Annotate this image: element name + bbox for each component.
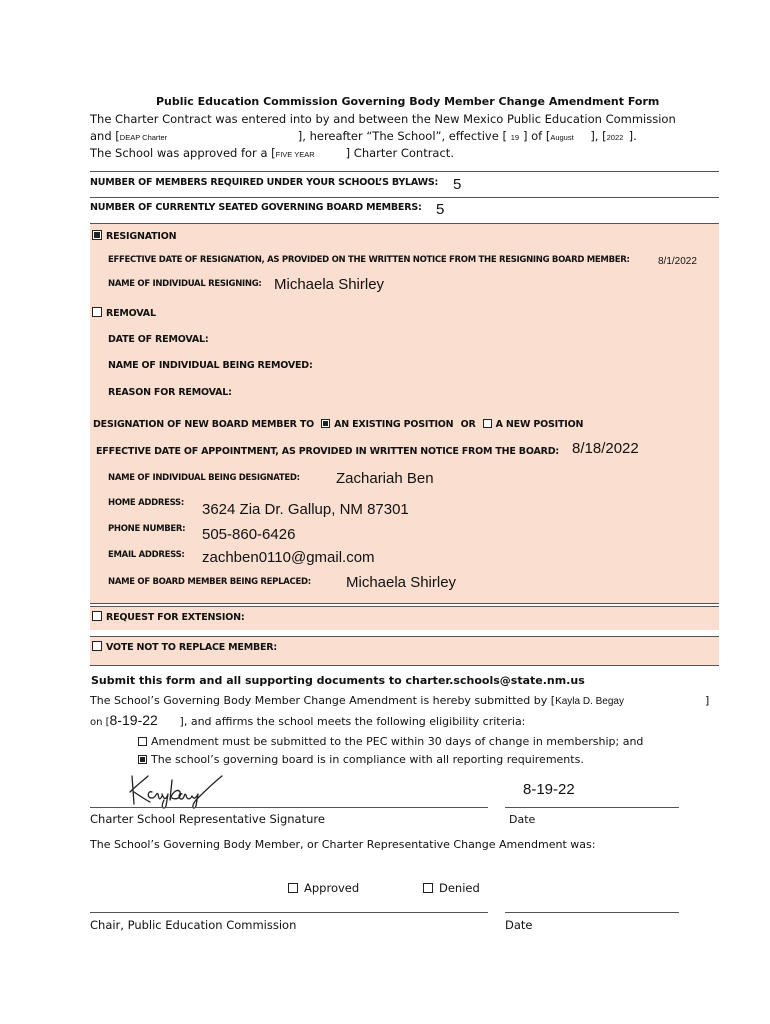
submit-date-field[interactable]: 8-19-22 <box>109 712 158 728</box>
resignation-date-value[interactable]: 8/1/2022 <box>658 256 697 267</box>
submitter-field[interactable]: Kayla D. Begay <box>555 696 624 707</box>
divider <box>90 603 719 604</box>
sign-date-value[interactable]: 8-19-22 <box>523 781 575 798</box>
appointment-date-value[interactable]: 8/18/2022 <box>572 440 639 457</box>
approved-prefix: The School was approved for a [ <box>90 146 276 160</box>
email-label: EMAIL ADDRESS: <box>108 550 185 560</box>
submit-line-1 <box>90 694 695 707</box>
removal-option[interactable] <box>92 307 156 319</box>
extension-label: REQUEST FOR EXTENSION: <box>106 612 245 623</box>
on-text: on [ <box>90 717 110 728</box>
divider <box>90 197 719 198</box>
home-address-label: HOME ADDRESS: <box>108 498 184 508</box>
seated-members-label: NUMBER OF CURRENTLY SEATED GOVERNING BOARD MEMBERS: <box>90 202 422 213</box>
criteria-1-label: Amendment must be submitted to the PEC within 30 days of change in membership; and <box>151 735 644 748</box>
date-label: Date <box>509 813 536 826</box>
criteria-1 <box>138 735 643 748</box>
form-title: Public Education Commission Governing Body Member Change Amendment Form <box>156 95 660 108</box>
existing-position-label: AN EXISTING POSITION <box>334 419 454 430</box>
criteria-2-checkbox[interactable] <box>138 755 147 764</box>
school-name-field[interactable]: DEAP Charter <box>119 133 168 142</box>
submit-line1-prefix: The School’s Governing Body Member Change Amendment is hereby submitted by [ <box>90 694 556 707</box>
new-position-label: A NEW POSITION <box>495 419 584 430</box>
new-position-checkbox[interactable] <box>483 419 492 428</box>
criteria-2-label: The school’s governing board is in compliance with all reporting requirements. <box>151 753 584 766</box>
removal-name-label: NAME OF INDIVIDUAL BEING REMOVED: <box>108 360 313 371</box>
vote-option[interactable] <box>92 641 277 653</box>
designation-prefix: DESIGNATION OF NEW BOARD MEMBER TO <box>93 419 314 430</box>
signature-line <box>90 807 488 808</box>
date-line <box>505 807 679 808</box>
designated-name-label: NAME OF INDIVIDUAL BEING DESIGNATED: <box>108 473 300 483</box>
replaced-value[interactable]: Michaela Shirley <box>346 574 457 591</box>
intro-line-1: The Charter Contract was entered into by and between the New Mexico Public Education Commission <box>90 112 676 126</box>
signature-label: Charter School Representative Signature <box>90 812 325 826</box>
approved-option[interactable] <box>288 881 359 895</box>
seated-members-value[interactable]: 5 <box>436 201 445 218</box>
resignation-label: RESIGNATION <box>106 231 177 242</box>
divider <box>90 606 719 607</box>
status-line: The School’s Governing Body Member, or Charter Representative Change Amendment was: <box>90 838 596 851</box>
email-value[interactable]: zachben0110@gmail.com <box>202 549 375 566</box>
removal-reason-label: REASON FOR REMOVAL: <box>108 387 232 398</box>
criteria-1-checkbox[interactable] <box>138 737 147 746</box>
submit-line1-end: ] <box>705 694 710 707</box>
removal-date-label: DATE OF REMOVAL: <box>108 334 209 345</box>
designation-row <box>93 419 583 430</box>
of-text: ] of [ <box>522 129 551 143</box>
resigning-name-label: NAME OF INDIVIDUAL RESIGNING: <box>108 279 262 289</box>
required-members-value[interactable]: 5 <box>453 176 462 193</box>
submit-line-2 <box>90 712 525 728</box>
divider <box>90 665 719 666</box>
criteria-2 <box>138 753 584 766</box>
effective-day-field[interactable]: 19 <box>510 133 520 142</box>
removal-checkbox[interactable] <box>92 307 102 317</box>
submit-line2-suffix: ], and affirms the school meets the following eligibility criteria: <box>179 715 526 728</box>
removal-label: REMOVAL <box>106 308 156 319</box>
intro-line-3 <box>90 146 454 160</box>
effective-year-field[interactable]: 2022 <box>606 133 624 142</box>
resignation-checkbox[interactable] <box>92 230 102 240</box>
required-members-label: NUMBER OF MEMBERS REQUIRED UNDER YOUR SCHOOL’S BYLAWS: <box>90 177 439 188</box>
comma-text: ], [ <box>590 129 607 143</box>
resignation-option[interactable] <box>92 230 176 242</box>
intro-line-2 <box>90 129 637 143</box>
divider <box>90 171 719 172</box>
or-text: OR <box>460 419 476 430</box>
phone-value[interactable]: 505-860-6426 <box>202 526 296 543</box>
hereafter-text: ], hereafter “The School”, effective [ <box>297 129 507 143</box>
denied-label: Denied <box>439 881 480 895</box>
resignation-date-label: EFFECTIVE DATE OF RESIGNATION, AS PROVIDED ON THE WRITTEN NOTICE FROM THE RESIGNING BOARD MEMBER: <box>108 255 630 265</box>
designated-name-value[interactable]: Zachariah Ben <box>336 470 434 487</box>
phone-label: PHONE NUMBER: <box>108 524 186 534</box>
replaced-label: NAME OF BOARD MEMBER BEING REPLACED: <box>108 577 311 587</box>
approved-checkbox[interactable] <box>288 883 298 893</box>
chair-date-line <box>505 912 679 913</box>
end-bracket: ]. <box>628 129 637 143</box>
denied-option[interactable] <box>423 881 480 895</box>
home-address-value[interactable]: 3624 Zia Dr. Gallup, NM 87301 <box>202 501 409 518</box>
extension-option[interactable] <box>92 611 244 623</box>
submit-heading: Submit this form and all supporting documents to charter.schools@state.nm.us <box>91 674 585 687</box>
approved-suffix: ] Charter Contract. <box>345 146 454 160</box>
approved-label: Approved <box>304 881 360 895</box>
appointment-date-label: EFFECTIVE DATE OF APPOINTMENT, AS PROVIDED IN WRITTEN NOTICE FROM THE BOARD: <box>96 446 559 457</box>
signature-image <box>126 770 236 810</box>
vote-checkbox[interactable] <box>92 641 102 651</box>
term-field[interactable]: FIVE YEAR <box>275 150 315 159</box>
chair-line <box>90 912 488 913</box>
chair-label: Chair, Public Education Commission <box>90 918 297 932</box>
vote-label: VOTE NOT TO REPLACE MEMBER: <box>106 642 277 653</box>
extension-checkbox[interactable] <box>92 611 102 621</box>
chair-date-label: Date <box>505 918 533 932</box>
effective-month-field[interactable]: August <box>550 133 574 142</box>
and-text: and [ <box>90 129 120 143</box>
resigning-name-value[interactable]: Michaela Shirley <box>274 276 385 293</box>
existing-position-checkbox[interactable] <box>321 419 330 428</box>
denied-checkbox[interactable] <box>423 883 433 893</box>
